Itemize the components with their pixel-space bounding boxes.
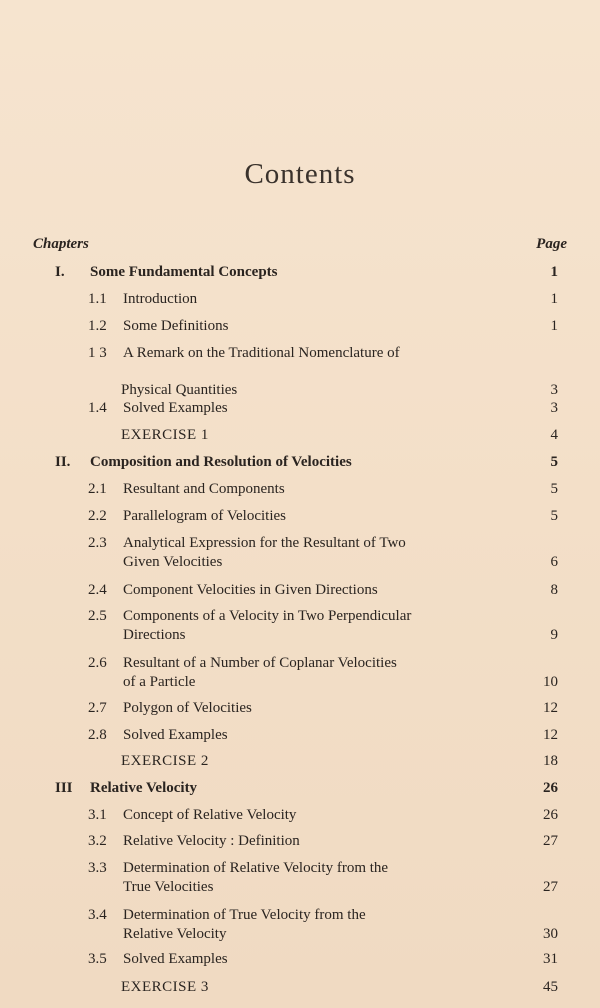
page-number: 45 bbox=[543, 979, 558, 995]
page-number: 30 bbox=[543, 926, 558, 942]
entry-title-continuation: Physical Quantities bbox=[121, 382, 238, 398]
page-number: 31 bbox=[543, 951, 558, 967]
entry-number: 3.3 bbox=[88, 860, 107, 876]
entry-title: Introduction bbox=[123, 291, 198, 307]
page-number: 26 bbox=[543, 780, 558, 796]
entry-number: 2.1 bbox=[88, 481, 107, 497]
page-number: 12 bbox=[543, 700, 558, 716]
page-header: Page bbox=[536, 236, 567, 252]
page-number: 3 bbox=[550, 400, 558, 416]
entry-title: Solved Examples bbox=[123, 400, 228, 416]
entry-number: 2.6 bbox=[88, 655, 107, 671]
entry-title-continuation: Relative Velocity bbox=[123, 926, 227, 942]
entry-title: Resultant and Components bbox=[123, 481, 285, 497]
entry-title: Solved Examples bbox=[123, 951, 228, 967]
page-number: 1 bbox=[550, 318, 558, 334]
entry-number: 1.4 bbox=[88, 400, 107, 416]
entry-number: 3.2 bbox=[88, 833, 107, 849]
page-number: 12 bbox=[543, 727, 558, 743]
entry-number: II. bbox=[55, 454, 71, 470]
entry-number: 3.1 bbox=[88, 807, 107, 823]
entry-number: 3.5 bbox=[88, 951, 107, 967]
page-number: 6 bbox=[550, 554, 558, 570]
entry-title: EXERCISE 3 bbox=[121, 979, 209, 995]
page-number: 26 bbox=[543, 807, 558, 823]
entry-number: 2.8 bbox=[88, 727, 107, 743]
entry-number: 2.4 bbox=[88, 582, 107, 598]
entry-number: 1.1 bbox=[88, 291, 107, 307]
entry-title: Component Velocities in Given Directions bbox=[123, 582, 378, 598]
page-number: 1 bbox=[550, 291, 558, 307]
page-number: 5 bbox=[550, 508, 558, 524]
entry-number: 2.7 bbox=[88, 700, 107, 716]
entry-title: EXERCISE 1 bbox=[121, 427, 209, 443]
entry-title: Relative Velocity bbox=[90, 780, 198, 796]
entry-title: EXERCISE 2 bbox=[121, 753, 209, 769]
entry-title-continuation: of a Particle bbox=[123, 674, 196, 690]
entry-title-continuation: True Velocities bbox=[123, 879, 214, 895]
entry-number: I. bbox=[55, 264, 65, 280]
entry-title: Some Fundamental Concepts bbox=[90, 264, 278, 280]
page-number: 27 bbox=[543, 833, 558, 849]
entry-number: III bbox=[55, 780, 73, 796]
entry-title-continuation: Directions bbox=[123, 627, 186, 643]
entry-number: 2.2 bbox=[88, 508, 107, 524]
entry-number: 2.3 bbox=[88, 535, 107, 551]
entry-title-continuation: Given Velocities bbox=[123, 554, 223, 570]
page-number: 9 bbox=[550, 627, 558, 643]
page-number: 18 bbox=[543, 753, 558, 769]
entry-title: Components of a Velocity in Two Perpendicular bbox=[123, 608, 412, 624]
entry-title: Determination of True Velocity from the bbox=[123, 907, 366, 923]
page-number: 8 bbox=[550, 582, 558, 598]
page-title: Contents bbox=[244, 158, 356, 190]
entry-title: Determination of Relative Velocity from the bbox=[123, 860, 389, 876]
entry-number: 1.2 bbox=[88, 318, 107, 334]
entry-title: Solved Examples bbox=[123, 727, 228, 743]
entry-title: Some Definitions bbox=[123, 318, 229, 334]
entry-title: Polygon of Velocities bbox=[123, 700, 252, 716]
entry-title: A Remark on the Traditional Nomenclature of bbox=[123, 345, 400, 361]
page-number: 5 bbox=[550, 481, 558, 497]
entry-title: Analytical Expression for the Resultant of Two bbox=[123, 535, 406, 551]
entry-number: 1 3 bbox=[88, 345, 107, 361]
entry-number: 2.5 bbox=[88, 608, 107, 624]
entry-title: Relative Velocity : Definition bbox=[123, 833, 300, 849]
page-number: 10 bbox=[543, 674, 558, 690]
page-number: 3 bbox=[550, 382, 558, 398]
page-number: 1 bbox=[550, 264, 558, 280]
entry-number: 3.4 bbox=[88, 907, 107, 923]
entry-title: Composition and Resolution of Velocities bbox=[90, 454, 352, 470]
entry-title: Resultant of a Number of Coplanar Velocities bbox=[123, 655, 397, 671]
page-number: 5 bbox=[550, 454, 558, 470]
entry-title: Concept of Relative Velocity bbox=[123, 807, 297, 823]
chapters-header: Chapters bbox=[33, 236, 89, 252]
entry-title: Parallelogram of Velocities bbox=[123, 508, 287, 524]
page-number: 4 bbox=[550, 427, 558, 443]
page-number: 27 bbox=[543, 879, 558, 895]
